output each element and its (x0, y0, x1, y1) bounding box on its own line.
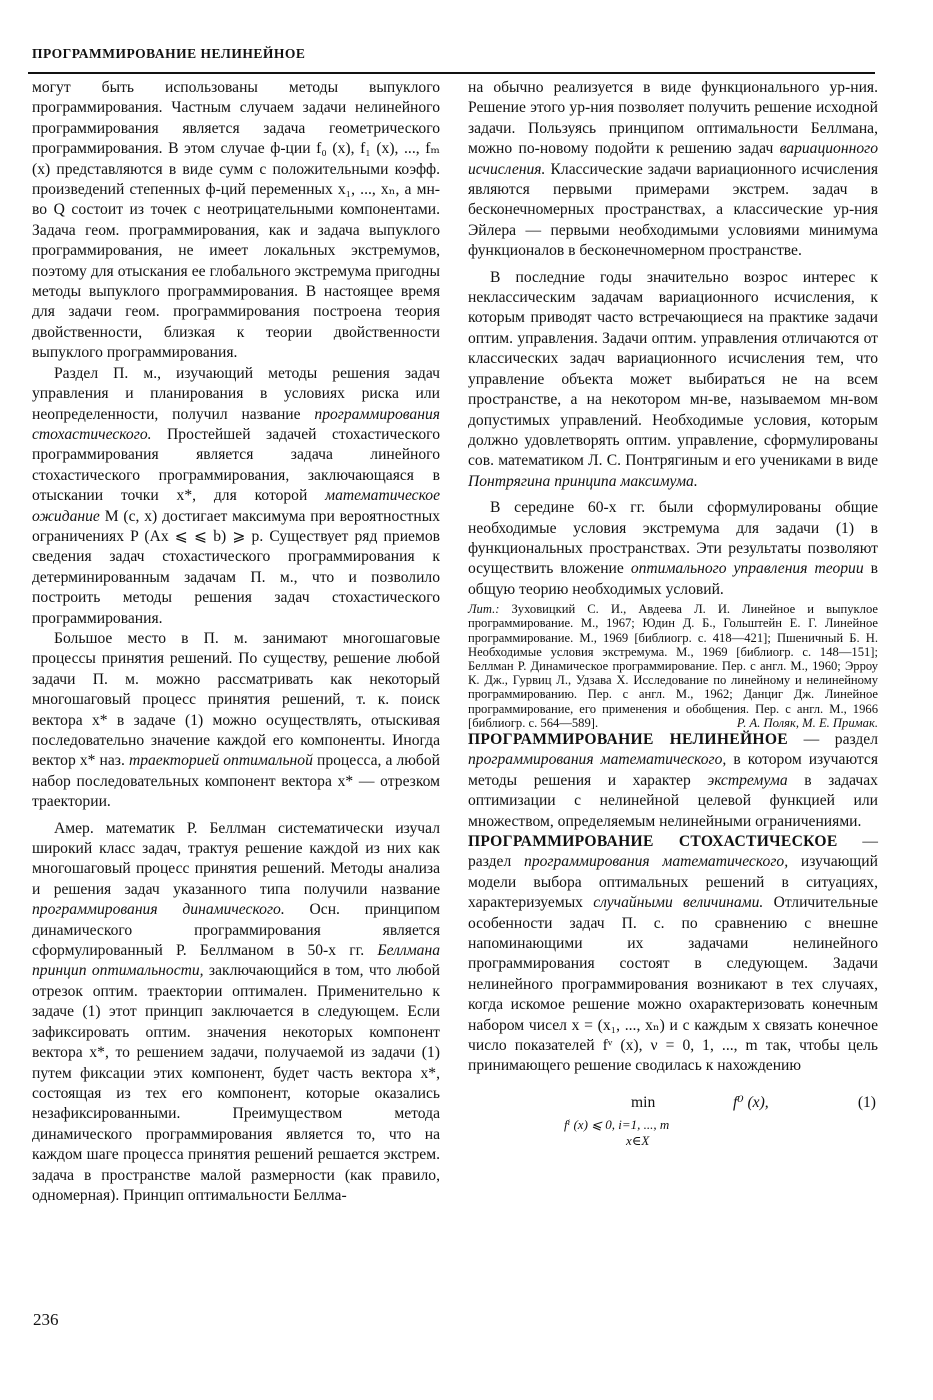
text: в задачах оптимизации с нелинейной целевой функцией или множеством, определяемым нелинейными ограничениями. (468, 771, 878, 830)
references-label: Лит.: (468, 602, 500, 617)
crossref-bellman-principle[interactable]: Беллмана принцип оптимальности, (32, 942, 440, 980)
left-paragraph-bellman (32, 819, 440, 1207)
text: В середине 60-х гг. были сформулированы общие необходимые условия экстремума для задачи (1) в функциональных пространствах. Эти результаты позволяют осуществить вложение (468, 499, 878, 578)
text: В последние годы значительно возрос интерес к неклассическим задачам вариационного исчисления, к которым приводят часто встречающиеся на практике задачи оптим. управления. Задачи оптим. управления отличаются от классических задач вариационного исчисления тем, что управление объекта может выбираться не на всем пространстве, а на некотором мн-ве, называемом мн-вом допустимых управлений. Необходимые условия, которым должно удовлетворять оптим. управление, сформулированы сов. математиком Л. С. Понтрягиным и его учениками в виде (468, 268, 878, 470)
left-paragraph-multistep (32, 629, 440, 813)
crossref-math-programming[interactable]: программирования математического, (468, 751, 727, 769)
text: Отличительные особенности задач П. с. по сравнению с внешне напоминающими их задачами нелинейного программирования состоят в следующем. Задачи нелинейного программирования возникают в тех случаях, когда искомое решение можно охарактеризовать конечным набором чисел x = (x₁, ..., xₙ) и с каждым x связать конечное число показателей fᵛ (x), ν = 0, 1, ..., m так, чтобы цель принимающего решение сводилась к нахождению (468, 894, 878, 1075)
running-head: ПРОГРАММИРОВАНИЕ НЕЛИНЕЙНОЕ (32, 46, 306, 61)
crossref-extremum[interactable]: экстремума (707, 771, 788, 789)
text: заключающийся в том, что любой отрезок оптим. траектории оптимален. Применительно к задаче (1) этот принцип заключается в следующем. Если зафиксировать оптим. значения некоторых компонент вектора x*, то решением задачи, получаемой из задачи (1) путем фиксации этих компонент, будет часть вектора x*, состоящая из тех его компонент, которые оказались незафиксированными. Преимуществом метода динамического программирования является то, что на каждом шаге процесса принятия решений решается экстрем. задача в пространстве малой размерности (как правило, одномерная). Принцип оптимальности Беллма- (32, 962, 441, 1204)
page-number: 236 (33, 1310, 59, 1329)
text: Амер. математик Р. Беллман систематически изучал широкий класс задач, трактуя решение каждой из них как многошаговый процесс принятия решений. Методы анализа и решения задач указанного типа получили название (32, 819, 440, 898)
formula-objective: f⁰ (x), (733, 1093, 769, 1111)
right-paragraph-optimal-control (468, 268, 878, 492)
crossref-stochastic[interactable]: программирования стохастического. (32, 405, 440, 443)
formula-min: min (631, 1093, 656, 1111)
crossref-math-programming[interactable]: программирования математического, (524, 853, 789, 871)
left-paragraph-geometric: могут быть использованы методы выпуклого программирования. Частным случаем задачи нелинейного программирования является задача геометрического программирования. В этом случае ф-ции f₀ (x), f₁ (x), ..., fₘ (x) представляются в виде сумм с положительными коэфф. произведений степенных ф-ций переменных x₁, ..., xₙ, а мн-во Q состоит из точек с неотрицательными компонентами. Задача геом. программирования, как и задача выпуклого программирования, не имеет локальных экстремумов, поэтому для отыскания ее глобального экстремума пригодны методы выпуклого программирования. В настоящее время для задачи геом. программирования построена теория двойственности, близкая к теории двойственности выпуклого программирования. (32, 79, 440, 362)
text: M (c, x) достигает максимума при вероятностных ограничениях P (Ax ⩽ ⩽ b) ⩾ p. Существует ряд приемов сведения задач стохастического программирования к детерминированным задачам П. м., что и позволило построить методы решения задач стохастического программирования. (32, 507, 440, 627)
references-text: Зуховицкий С. И., Авдеева Л. И. Линейное и выпуклое программирование. М., 1967; Юдин Д. Б., Гольштейн Е. Г. Линейное программирование. М., 1969 [библиогр. с. 418—421]; Пшеничный Б. Н. Необходимые условия экстремума. М., 1969 [библиогр. с. 148—151]; Беллман Р. Динамическое программирование. Пер. с англ. М., 1960; Эрроу К. Дж., Гурвиц Л., Удзава Х. Исследование по линейному и нелинейному программированию. Пер. с англ. М., 1962; Данциг Дж. Линейное программирование, его применения и обобщения. Пер. с англ. М., 1966 [библиогр. с. 564—589]. (468, 602, 878, 730)
crossref-dynamic[interactable]: программирования динамического. (32, 901, 285, 919)
references-authors: Р. А. Поляк, М. Е. Примак. (736, 715, 878, 730)
text: Большое место в П. м. занимают многошаговые процессы принятия решений. По существу, решение любой задачи П. м. можно рассматривать как некоторый многошаговый процесс принятия решений, т. к. поиск вектора x* в задаче (1) можно осуществлять, отыскивая последовательно значение каждой его компоненты. Иногда вектор x* наз. (32, 629, 440, 770)
text: на обычно реализуется в виде функционального ур-ния. Решение этого ур-ния позволяет получить решение исходной задачи. Пользуясь принципом оптимальности Беллмана, можно по-новому подойти к решению задач (468, 79, 878, 158)
text: Простейшей задачей стохастического программирования является задача линейного стохастического программирования, заключающаяся в отыскании точки x*, для которой (32, 425, 440, 505)
right-column (468, 78, 878, 1155)
entry-stochastic (468, 832, 878, 1077)
entry-nonlinear (468, 730, 878, 832)
text: Классические задачи вариационного исчисления являются первыми примерами экстрем. задач в бесконечномерных пространствах, а классические ур-ния Эйлера — первыми необходимыми условиями минимума функционалов в бесконечномерном пространстве. (468, 160, 878, 260)
crossref-variational[interactable]: вариационного исчисления. (468, 140, 878, 178)
text: — раздел (787, 730, 878, 748)
formula-domain: x∈X (626, 1132, 650, 1148)
text: изучающий модели выбора оптимальных решений в ситуациях, характеризуемых (468, 853, 878, 912)
text: Осн. принципом динамического программирования является сформулированный Р. Беллманом в 50-х гг. (32, 901, 440, 960)
text: Раздел П. м., изучающий методы решения задач управления и планирования в условиях риска или неопределенности, получил название (32, 364, 440, 423)
right-paragraph-variational (468, 78, 878, 262)
text: в котором изучаются методы решения и характер (468, 751, 878, 789)
crossref-pontryagin[interactable]: Понтрягина принципа максимума. (468, 472, 698, 490)
crossref-optimal-control[interactable]: оптимального управления теории (630, 560, 864, 578)
formula-constraint: fⁱ (x) ⩽ 0, i=1, ..., m (564, 1116, 670, 1132)
crossref-random-variables[interactable]: случайными величинами. (593, 894, 764, 912)
formula-1 (468, 1093, 878, 1155)
crossref-trajectory[interactable]: траекторией оптимальной (128, 752, 313, 770)
left-paragraph-stochastic (32, 364, 440, 629)
references (468, 602, 878, 730)
text: процесса, а любой набор последовательных компонент вектора x* — отрезком траектории. (32, 752, 441, 811)
entry-title-stochastic: ПРОГРАММИРОВАНИЕ СТОХАСТИЧЕСКОЕ (468, 833, 838, 851)
formula-number: (1) (857, 1093, 876, 1111)
text: в общую теорию необходимых условий. (468, 560, 878, 598)
header-rule (28, 72, 875, 74)
crossref-expectation[interactable]: математическое ожидание (32, 487, 440, 525)
left-column (32, 78, 440, 1206)
entry-title-nonlinear: ПРОГРАММИРОВАНИЕ НЕЛИНЕЙНОЕ (468, 730, 788, 748)
text: — раздел (468, 833, 878, 871)
right-paragraph-60s (468, 498, 878, 600)
